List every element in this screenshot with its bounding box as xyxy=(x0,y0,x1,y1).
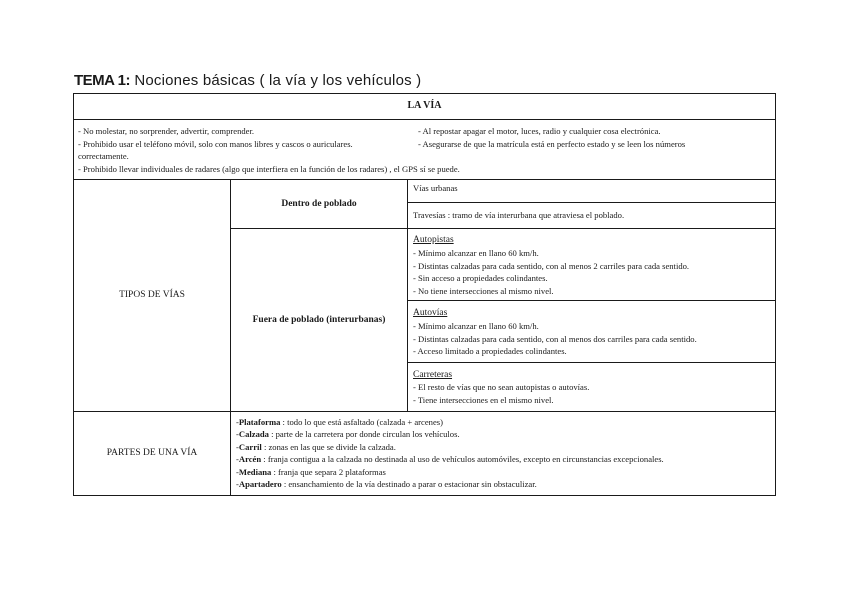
partes-term: Calzada xyxy=(238,429,269,440)
partes-item: -Arcén : franja contigua a la calzada no destinada al uso de vehículos automóviles, excepto en circunstancias excepcionales. xyxy=(236,454,664,465)
partes-def: : zonas en las que se divide la calzada. xyxy=(261,441,396,452)
partes-term: Mediana xyxy=(238,466,272,477)
partes-item: -Apartadero : ensanchamiento de la vía destinado a parar o estacionar sin obstaculizar. xyxy=(236,479,537,490)
autovias-cell xyxy=(408,301,776,362)
partes-item: -Mediana : franja que separa 2 plataformas xyxy=(236,466,386,477)
carreteras-item: - El resto de vías que no sean autopistas o autovías. xyxy=(413,382,590,393)
partes-def: : todo lo que está asfaltado (calzada + arcenes) xyxy=(280,416,443,427)
partes-item: -Carril : zonas en las que se divide la calzada. xyxy=(236,441,396,452)
partes-def: : parte de la carretera por donde circulan los vehículos. xyxy=(268,429,460,440)
fuera-label: Fuera de poblado (interurbanas) xyxy=(231,229,408,411)
tipos-label: TIPOS DE VÍAS xyxy=(74,180,231,411)
section-header: LA VÍA xyxy=(74,94,776,120)
autopistas-item: - Distintas calzadas para cada sentido, con al menos 2 carriles para cada sentido. xyxy=(413,260,690,271)
page-title xyxy=(74,72,421,89)
title-prefix: TEMA 1: xyxy=(74,72,130,89)
note-left-0: - No molestar, no sorprender, advertir, comprender. xyxy=(78,126,255,136)
partes-list xyxy=(231,411,776,496)
autovias-item: - Distintas calzadas para cada sentido, con al menos dos carriles para cada sentido. xyxy=(413,333,697,344)
partes-item: -Calzada : parte de la carretera por donde circulan los vehículos. xyxy=(236,429,460,440)
title-text: Nociones básicas ( la vía y los vehículos ) xyxy=(134,72,422,89)
autovias-item: - Acceso limitado a propiedades colindantes. xyxy=(413,346,567,357)
partes-term: Apartadero xyxy=(238,479,282,490)
partes-def: : franja que separa 2 plataformas xyxy=(271,466,386,477)
carreteras-cell xyxy=(408,362,776,411)
autopistas-item: - No tiene intersecciones al mismo nivel. xyxy=(413,285,554,296)
autopistas-item: - Mínimo alcanzar en llano 60 km/h. xyxy=(413,247,539,258)
partes-def: : franja contigua a la calzada no destinada al uso de vehículos automóviles, excepto en circunstancias excepcionales. xyxy=(261,454,664,465)
note-left-1: - Prohibido usar el teléfono móvil, solo con manos libres y cascos o auriculares. xyxy=(78,138,353,149)
carreteras-title: Carreteras xyxy=(413,369,453,380)
partes-label: PARTES DE UNA VÍA xyxy=(74,411,231,496)
carreteras-item: - Tiene intersecciones en el mismo nivel. xyxy=(413,394,554,405)
partes-term: Plataforma xyxy=(238,416,281,427)
general-notes xyxy=(74,120,776,180)
autopistas-item: - Sin acceso a propiedades colindantes. xyxy=(413,273,548,284)
partes-def: : ensanchamiento de la vía destinado a parar o estacionar sin obstaculizar. xyxy=(281,479,537,490)
autovias-item: - Mínimo alcanzar en llano 60 km/h. xyxy=(413,320,539,331)
partes-term: Carril xyxy=(238,441,262,452)
partes-item: -Plataforma : todo lo que está asfaltado (calzada + arcenes) xyxy=(236,416,443,427)
autovias-title: Autovías xyxy=(413,308,448,319)
note-right-1: - Asegurarse de que la matrícula está en perfecto estado y se leen los números xyxy=(418,138,686,149)
dentro-label: Dentro de poblado xyxy=(231,180,408,229)
dentro-row-1: Travesías : tramo de vía interurbana que atraviesa el poblado. xyxy=(408,203,776,229)
note-full: - Prohibido llevar individuales de radares (algo que interfiera en la función de los radares) , el GPS sí se puede. xyxy=(78,163,460,174)
note-left-2: correctamente. xyxy=(78,151,129,162)
la-via-table xyxy=(73,93,776,496)
note-right-0: - Al repostar apagar el motor, luces, radio y cualquier cosa electrónica. xyxy=(418,126,661,136)
partes-term: Arcén xyxy=(238,454,262,465)
autopistas-title: Autopistas xyxy=(413,235,454,246)
dentro-row-0: Vías urbanas xyxy=(408,180,776,203)
autopistas-cell xyxy=(408,229,776,301)
